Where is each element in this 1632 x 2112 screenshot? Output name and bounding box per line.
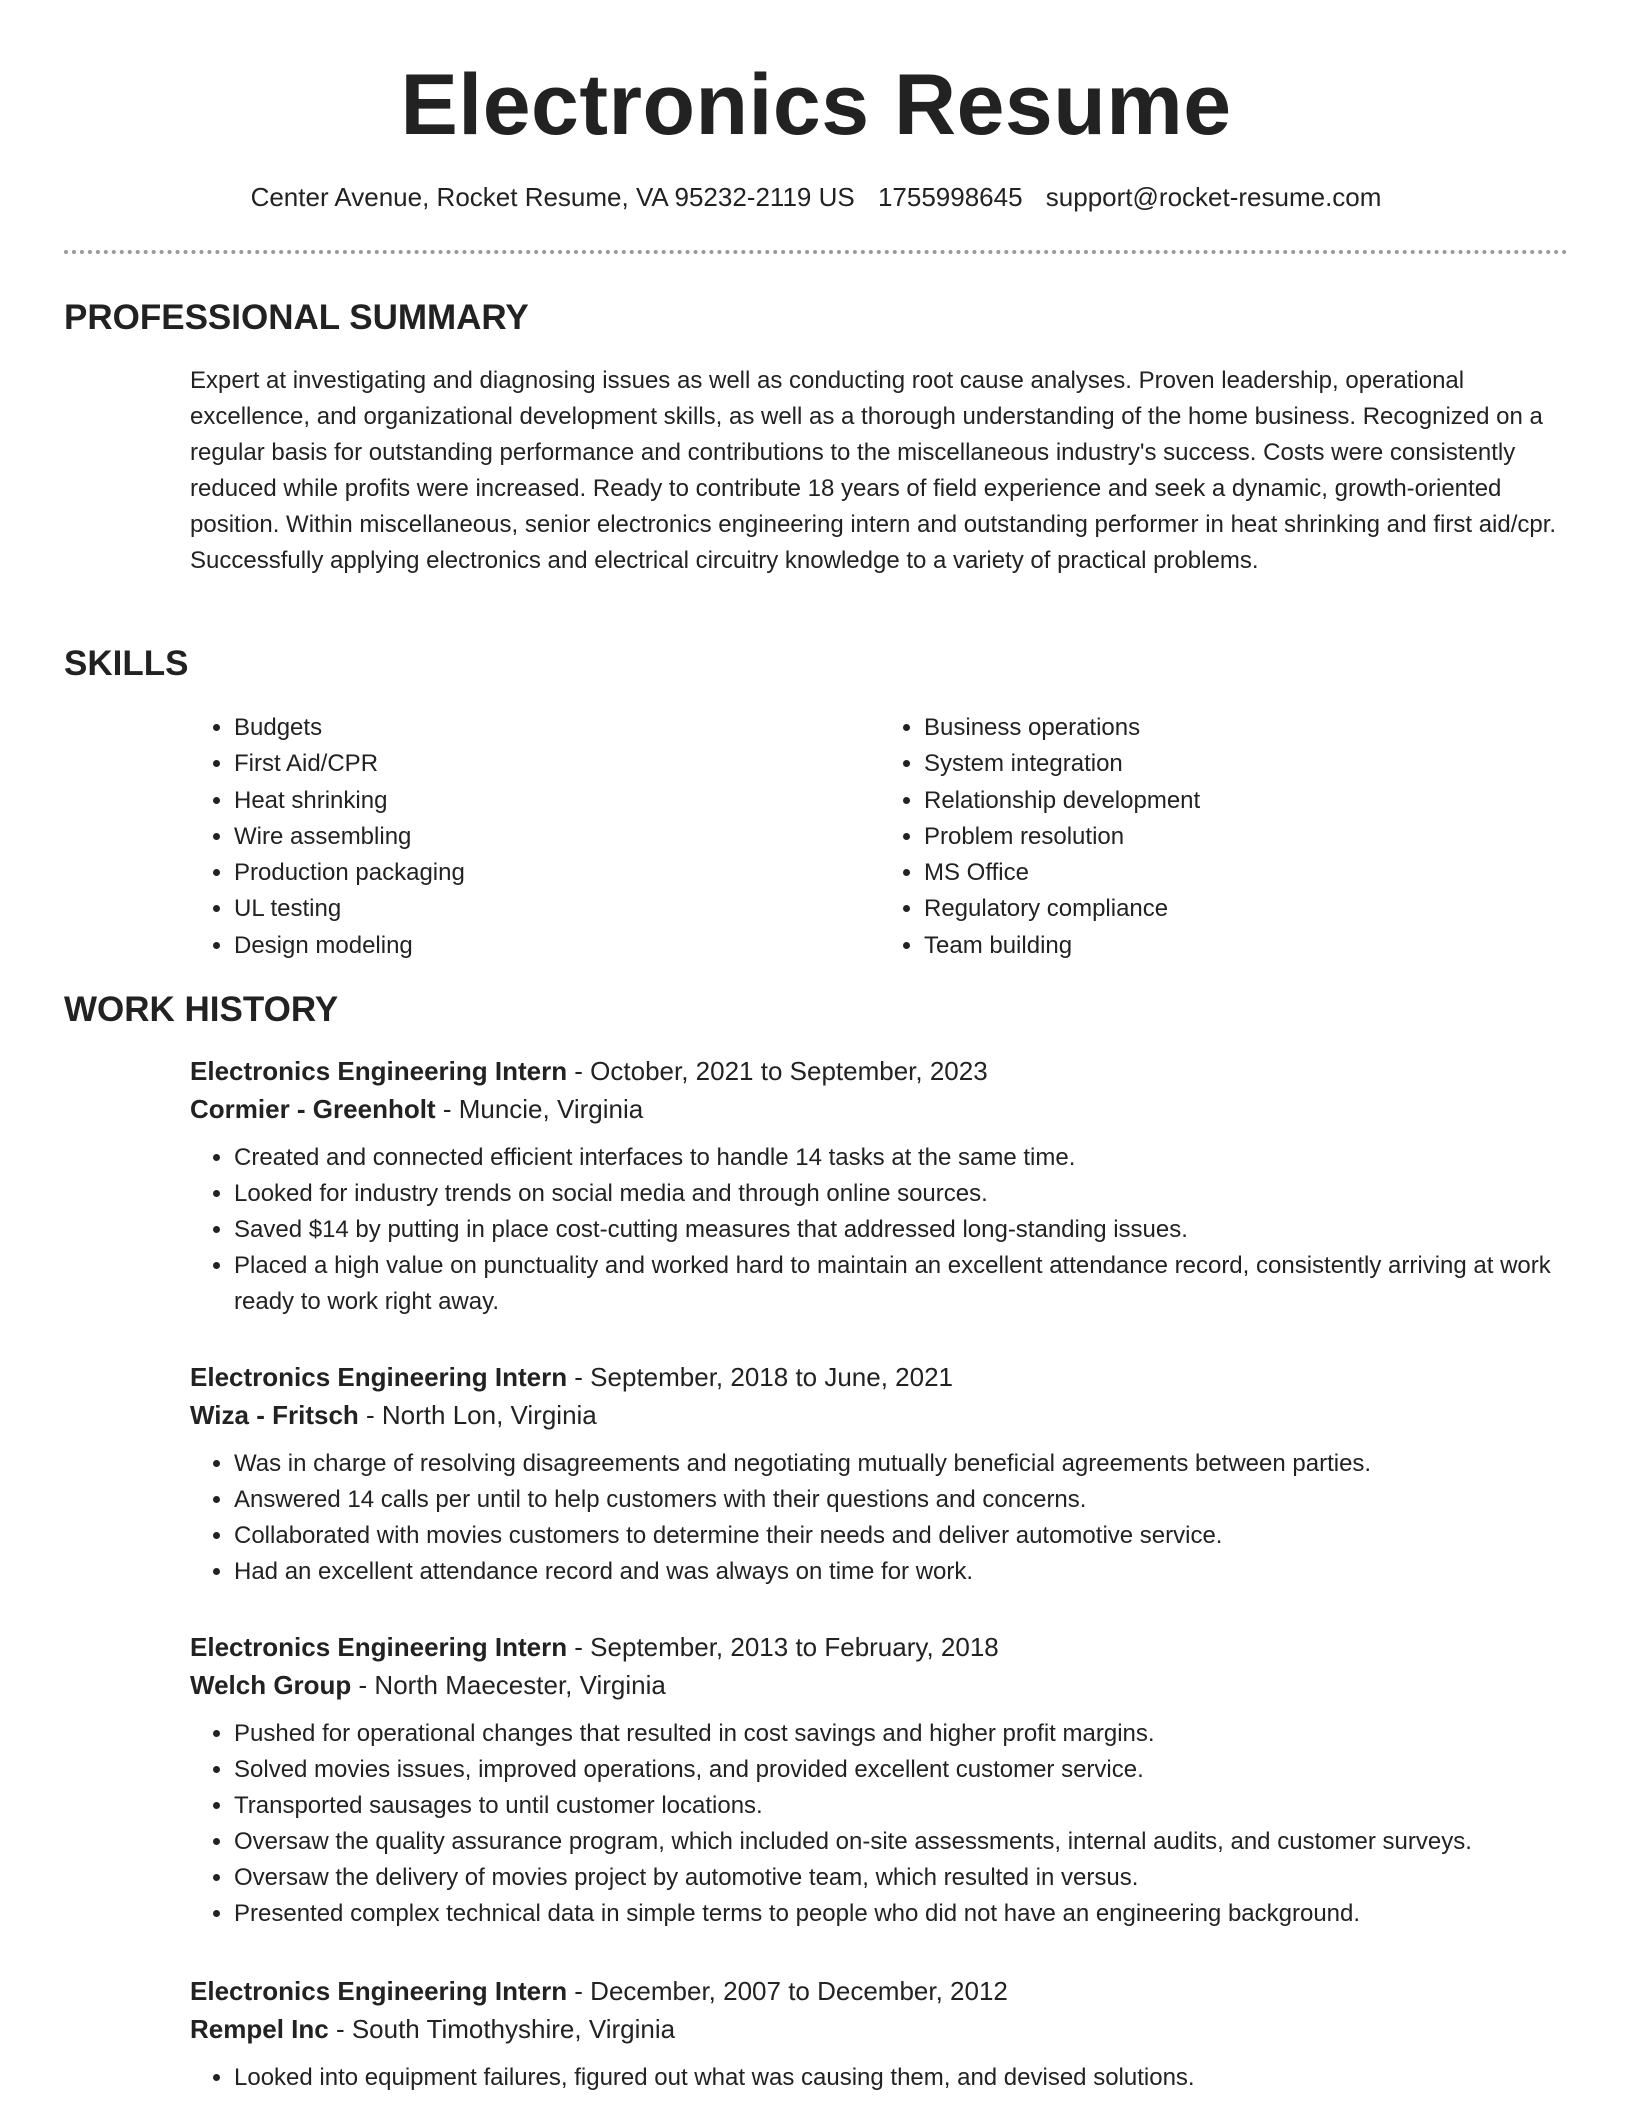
job-entry bbox=[190, 1972, 1570, 2096]
job-location: - North Lon, Virginia bbox=[358, 1400, 597, 1430]
work-heading: WORK HISTORY bbox=[64, 990, 339, 1029]
phone: 1755998645 bbox=[877, 182, 1023, 212]
header-divider bbox=[64, 250, 1568, 254]
summary-text: Expert at investigating and diagnosing issues as well as conducting root cause analyses. Proven leadership, operational excellence, and organizational development skills, as well as a thorough understanding of the home business. Recognized on a regular basis for outstanding performance and contributions to the miscellaneous industry's success. Costs were consistently reduced while profits were increased. Ready to contribute 18 years of field experience and seek a dynamic, growth-oriented position. Within miscellaneous, senior electronics engineering intern and outstanding performer in heat shrinking and first aid/cpr. Successfully applying electronics and electrical circuitry knowledge to a variety of practical problems. bbox=[190, 367, 1557, 574]
skills-column-left bbox=[190, 710, 880, 964]
skill-item: • Problem resolution bbox=[924, 819, 1570, 855]
job-company-line bbox=[190, 2010, 1570, 2048]
job-bullet: • Solved movies issues, improved operations, and provided excellent customer service. bbox=[234, 1752, 1570, 1788]
job-role: Electronics Engineering Intern bbox=[190, 1632, 568, 1662]
job-bullet: • Oversaw the delivery of movies project by automotive team, which resulted in versus. bbox=[234, 1860, 1570, 1896]
job-bullet: • Was in charge of resolving disagreements and negotiating mutually beneficial agreements between parties. bbox=[234, 1446, 1570, 1482]
job-company-line bbox=[190, 1396, 1570, 1434]
job-bullet: • Oversaw the quality assurance program, which included on-site assessments, internal audits, and customer surveys. bbox=[234, 1824, 1570, 1860]
email: support@rocket-resume.com bbox=[1045, 182, 1382, 212]
job-bullets bbox=[190, 1446, 1570, 1590]
job-location: - South Timothyshire, Virginia bbox=[328, 2014, 676, 2044]
job-bullet: • Transported sausages to until customer locations. bbox=[234, 1788, 1570, 1824]
skill-item: • Heat shrinking bbox=[234, 783, 880, 819]
job-role: Electronics Engineering Intern bbox=[190, 1362, 568, 1392]
job-dates: - September, 2018 to June, 2021 bbox=[567, 1362, 954, 1392]
address: Center Avenue, Rocket Resume, VA 95232-2119 US bbox=[250, 182, 855, 212]
job-bullet: • Collaborated with movies customers to determine their needs and deliver automotive service. bbox=[234, 1518, 1570, 1554]
job-company: Rempel Inc bbox=[190, 2014, 329, 2044]
job-company-line bbox=[190, 1090, 1570, 1128]
job-bullet: • Looked for industry trends on social media and through online sources. bbox=[234, 1176, 1570, 1212]
job-entry bbox=[190, 1052, 1570, 1320]
skill-item: • Design modeling bbox=[234, 928, 880, 964]
job-bullet: • Presented complex technical data in simple terms to people who did not have an engineering background. bbox=[234, 1896, 1570, 1932]
job-bullet: • Placed a high value on punctuality and worked hard to maintain an excellent attendance record, consistently arriving at work ready to work right away. bbox=[234, 1248, 1570, 1320]
skill-item: • Production packaging bbox=[234, 855, 880, 891]
job-location: - Muncie, Virginia bbox=[435, 1094, 644, 1124]
job-title-line bbox=[190, 1628, 1570, 1666]
job-dates: - September, 2013 to February, 2018 bbox=[567, 1632, 999, 1662]
job-company-line bbox=[190, 1666, 1570, 1704]
job-title-line bbox=[190, 1972, 1570, 2010]
contact-line bbox=[0, 182, 1632, 213]
job-company: Cormier - Greenholt bbox=[190, 1094, 436, 1124]
resume-title: Electronics Resume bbox=[400, 57, 1232, 153]
skill-item: • First Aid/CPR bbox=[234, 746, 880, 782]
job-company: Welch Group bbox=[190, 1670, 352, 1700]
job-role: Electronics Engineering Intern bbox=[190, 1976, 568, 2006]
skills-heading: SKILLS bbox=[64, 644, 189, 683]
skills-column-right bbox=[880, 710, 1570, 964]
job-entry bbox=[190, 1628, 1570, 1932]
skill-item: • Team building bbox=[924, 928, 1570, 964]
skill-item: • Wire assembling bbox=[234, 819, 880, 855]
skills-list bbox=[190, 710, 1570, 964]
skill-item: • System integration bbox=[924, 746, 1570, 782]
skill-item: • Business operations bbox=[924, 710, 1570, 746]
summary-heading: PROFESSIONAL SUMMARY bbox=[64, 298, 529, 337]
skill-item: • Relationship development bbox=[924, 783, 1570, 819]
skill-item: • MS Office bbox=[924, 855, 1570, 891]
job-title-line bbox=[190, 1052, 1570, 1090]
job-bullet: • Created and connected efficient interfaces to handle 14 tasks at the same time. bbox=[234, 1140, 1570, 1176]
job-bullets bbox=[190, 1140, 1570, 1320]
job-bullet: • Pushed for operational changes that resulted in cost savings and higher profit margins. bbox=[234, 1716, 1570, 1752]
skill-item: • Regulatory compliance bbox=[924, 891, 1570, 927]
job-bullet: • Looked into equipment failures, figured out what was causing them, and devised solutions. bbox=[234, 2060, 1570, 2096]
skill-item: • UL testing bbox=[234, 891, 880, 927]
job-bullet: • Saved $14 by putting in place cost-cutting measures that addressed long-standing issues. bbox=[234, 1212, 1570, 1248]
job-title-line bbox=[190, 1358, 1570, 1396]
job-role: Electronics Engineering Intern bbox=[190, 1056, 568, 1086]
job-bullet: • Answered 14 calls per until to help customers with their questions and concerns. bbox=[234, 1482, 1570, 1518]
job-location: - North Maecester, Virginia bbox=[351, 1670, 666, 1700]
job-dates: - October, 2021 to September, 2023 bbox=[567, 1056, 988, 1086]
job-company: Wiza - Fritsch bbox=[190, 1400, 359, 1430]
job-bullets bbox=[190, 1716, 1570, 1932]
job-bullets bbox=[190, 2060, 1570, 2096]
job-entry bbox=[190, 1358, 1570, 1590]
skill-item: • Budgets bbox=[234, 710, 880, 746]
job-bullet: • Had an excellent attendance record and was always on time for work. bbox=[234, 1554, 1570, 1590]
job-dates: - December, 2007 to December, 2012 bbox=[567, 1976, 1008, 2006]
